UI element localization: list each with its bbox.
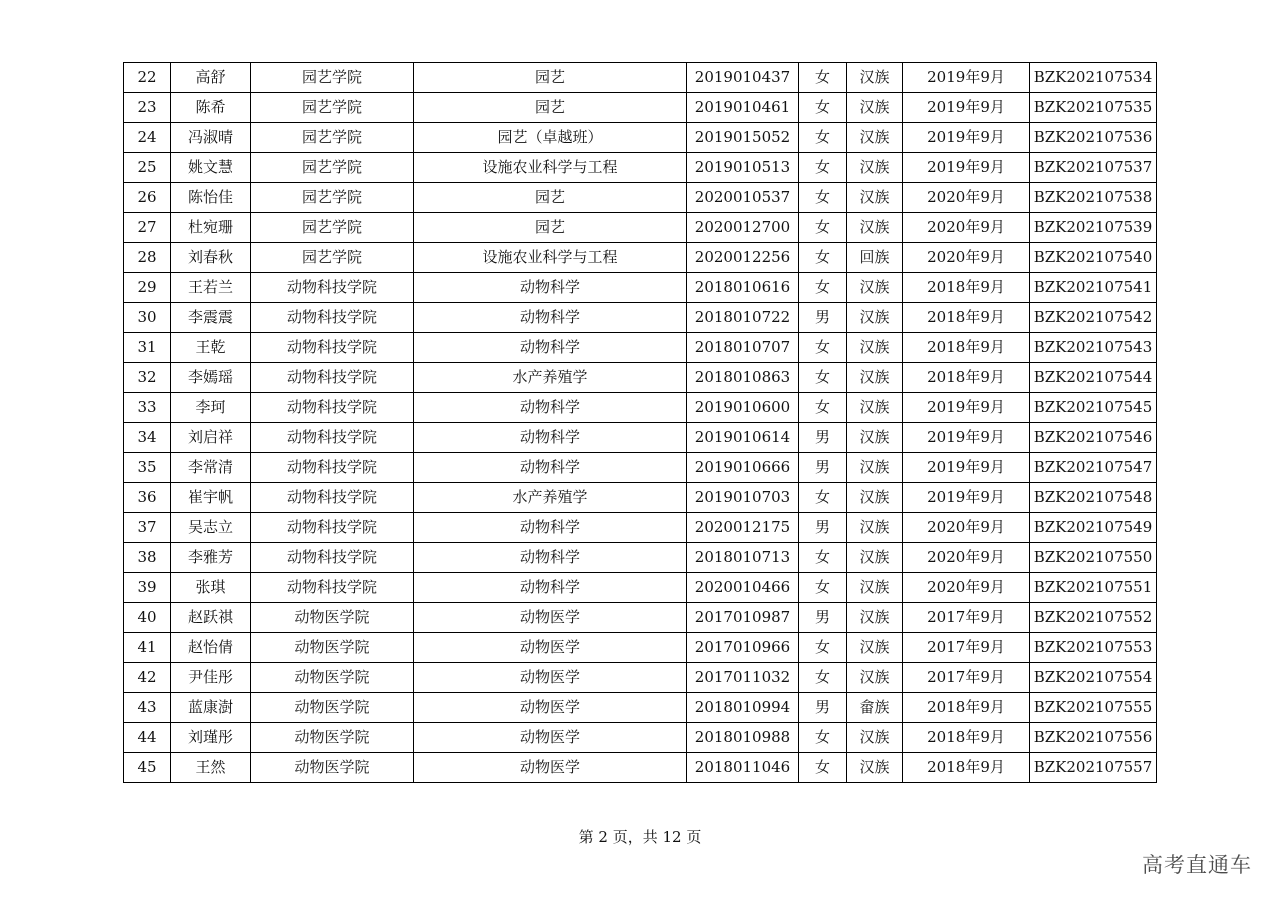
cell-ethnicity: 汉族 bbox=[847, 273, 903, 303]
cell-no: 23 bbox=[124, 93, 171, 123]
cell-ethnicity: 汉族 bbox=[847, 423, 903, 453]
cell-major: 动物科学 bbox=[414, 393, 687, 423]
cell-college: 动物科技学院 bbox=[251, 273, 414, 303]
cell-no: 36 bbox=[124, 483, 171, 513]
cell-ethnicity: 汉族 bbox=[847, 303, 903, 333]
cell-no: 28 bbox=[124, 243, 171, 273]
cell-no: 44 bbox=[124, 723, 171, 753]
cell-ethnicity: 汉族 bbox=[847, 573, 903, 603]
cell-enrollment: 2019年9月 bbox=[903, 93, 1030, 123]
cell-certificate-no: BZK202107540 bbox=[1030, 243, 1157, 273]
cell-student-id: 2019010600 bbox=[687, 393, 799, 423]
table-row bbox=[124, 693, 1157, 723]
cell-name: 杜宛珊 bbox=[171, 213, 251, 243]
cell-enrollment: 2019年9月 bbox=[903, 63, 1030, 93]
cell-college: 园艺学院 bbox=[251, 153, 414, 183]
cell-student-id: 2018010994 bbox=[687, 693, 799, 723]
table-row bbox=[124, 543, 1157, 573]
cell-no: 37 bbox=[124, 513, 171, 543]
cell-student-id: 2020012175 bbox=[687, 513, 799, 543]
cell-student-id: 2019015052 bbox=[687, 123, 799, 153]
cell-no: 34 bbox=[124, 423, 171, 453]
cell-gender: 男 bbox=[799, 513, 847, 543]
cell-name: 李珂 bbox=[171, 393, 251, 423]
cell-college: 园艺学院 bbox=[251, 213, 414, 243]
cell-no: 22 bbox=[124, 63, 171, 93]
table-row bbox=[124, 573, 1157, 603]
cell-ethnicity: 畲族 bbox=[847, 693, 903, 723]
cell-enrollment: 2020年9月 bbox=[903, 573, 1030, 603]
cell-no: 40 bbox=[124, 603, 171, 633]
watermark: 高考直通车 bbox=[1142, 853, 1252, 877]
cell-student-id: 2018010616 bbox=[687, 273, 799, 303]
cell-certificate-no: BZK202107538 bbox=[1030, 183, 1157, 213]
cell-gender: 男 bbox=[799, 303, 847, 333]
cell-no: 24 bbox=[124, 123, 171, 153]
cell-ethnicity: 汉族 bbox=[847, 723, 903, 753]
cell-name: 刘启祥 bbox=[171, 423, 251, 453]
cell-student-id: 2019010666 bbox=[687, 453, 799, 483]
cell-name: 陈怡佳 bbox=[171, 183, 251, 213]
cell-enrollment: 2018年9月 bbox=[903, 303, 1030, 333]
cell-student-id: 2018010722 bbox=[687, 303, 799, 333]
cell-no: 39 bbox=[124, 573, 171, 603]
table-row bbox=[124, 633, 1157, 663]
cell-college: 园艺学院 bbox=[251, 93, 414, 123]
cell-name: 陈希 bbox=[171, 93, 251, 123]
table-row bbox=[124, 243, 1157, 273]
cell-student-id: 2019010513 bbox=[687, 153, 799, 183]
cell-certificate-no: BZK202107552 bbox=[1030, 603, 1157, 633]
cell-ethnicity: 汉族 bbox=[847, 63, 903, 93]
cell-certificate-no: BZK202107553 bbox=[1030, 633, 1157, 663]
cell-certificate-no: BZK202107542 bbox=[1030, 303, 1157, 333]
cell-enrollment: 2018年9月 bbox=[903, 753, 1030, 783]
cell-major: 动物医学 bbox=[414, 723, 687, 753]
cell-major: 动物医学 bbox=[414, 693, 687, 723]
cell-major: 动物科学 bbox=[414, 303, 687, 333]
table-row bbox=[124, 183, 1157, 213]
table-row bbox=[124, 63, 1157, 93]
cell-college: 动物科技学院 bbox=[251, 423, 414, 453]
cell-college: 动物医学院 bbox=[251, 723, 414, 753]
cell-certificate-no: BZK202107536 bbox=[1030, 123, 1157, 153]
table-row bbox=[124, 453, 1157, 483]
cell-certificate-no: BZK202107546 bbox=[1030, 423, 1157, 453]
cell-certificate-no: BZK202107550 bbox=[1030, 543, 1157, 573]
cell-name: 李震震 bbox=[171, 303, 251, 333]
cell-no: 29 bbox=[124, 273, 171, 303]
cell-name: 张琪 bbox=[171, 573, 251, 603]
cell-name: 李常清 bbox=[171, 453, 251, 483]
cell-enrollment: 2019年9月 bbox=[903, 153, 1030, 183]
cell-gender: 女 bbox=[799, 543, 847, 573]
table-row bbox=[124, 303, 1157, 333]
cell-gender: 女 bbox=[799, 753, 847, 783]
cell-student-id: 2018011046 bbox=[687, 753, 799, 783]
table-row bbox=[124, 603, 1157, 633]
table-row bbox=[124, 333, 1157, 363]
cell-no: 33 bbox=[124, 393, 171, 423]
cell-name: 高舒 bbox=[171, 63, 251, 93]
cell-gender: 女 bbox=[799, 213, 847, 243]
cell-college: 动物医学院 bbox=[251, 663, 414, 693]
cell-enrollment: 2019年9月 bbox=[903, 483, 1030, 513]
cell-enrollment: 2020年9月 bbox=[903, 543, 1030, 573]
cell-ethnicity: 汉族 bbox=[847, 753, 903, 783]
cell-certificate-no: BZK202107545 bbox=[1030, 393, 1157, 423]
cell-name: 蓝康澍 bbox=[171, 693, 251, 723]
table-row bbox=[124, 513, 1157, 543]
cell-no: 30 bbox=[124, 303, 171, 333]
cell-ethnicity: 汉族 bbox=[847, 333, 903, 363]
cell-name: 赵跃祺 bbox=[171, 603, 251, 633]
cell-college: 动物医学院 bbox=[251, 753, 414, 783]
cell-enrollment: 2020年9月 bbox=[903, 213, 1030, 243]
cell-certificate-no: BZK202107544 bbox=[1030, 363, 1157, 393]
cell-enrollment: 2018年9月 bbox=[903, 333, 1030, 363]
cell-certificate-no: BZK202107548 bbox=[1030, 483, 1157, 513]
cell-major: 设施农业科学与工程 bbox=[414, 243, 687, 273]
cell-college: 动物医学院 bbox=[251, 633, 414, 663]
table-row bbox=[124, 93, 1157, 123]
cell-no: 45 bbox=[124, 753, 171, 783]
table-row bbox=[124, 153, 1157, 183]
cell-gender: 女 bbox=[799, 93, 847, 123]
cell-enrollment: 2018年9月 bbox=[903, 723, 1030, 753]
table-row bbox=[124, 423, 1157, 453]
cell-certificate-no: BZK202107534 bbox=[1030, 63, 1157, 93]
cell-gender: 男 bbox=[799, 423, 847, 453]
cell-ethnicity: 汉族 bbox=[847, 363, 903, 393]
cell-major: 园艺 bbox=[414, 213, 687, 243]
table-row bbox=[124, 393, 1157, 423]
cell-enrollment: 2019年9月 bbox=[903, 453, 1030, 483]
cell-name: 王然 bbox=[171, 753, 251, 783]
cell-gender: 女 bbox=[799, 573, 847, 603]
cell-gender: 女 bbox=[799, 333, 847, 363]
cell-ethnicity: 回族 bbox=[847, 243, 903, 273]
cell-ethnicity: 汉族 bbox=[847, 93, 903, 123]
cell-major: 动物科学 bbox=[414, 423, 687, 453]
cell-gender: 女 bbox=[799, 183, 847, 213]
cell-certificate-no: BZK202107537 bbox=[1030, 153, 1157, 183]
cell-major: 动物科学 bbox=[414, 273, 687, 303]
cell-no: 26 bbox=[124, 183, 171, 213]
cell-college: 动物科技学院 bbox=[251, 483, 414, 513]
cell-name: 赵怡倩 bbox=[171, 633, 251, 663]
cell-no: 25 bbox=[124, 153, 171, 183]
cell-student-id: 2020012700 bbox=[687, 213, 799, 243]
page-footer: 第 2 页，共 12 页 bbox=[578, 828, 702, 846]
cell-student-id: 2019010703 bbox=[687, 483, 799, 513]
cell-major: 水产养殖学 bbox=[414, 483, 687, 513]
table-row bbox=[124, 753, 1157, 783]
cell-major: 园艺 bbox=[414, 183, 687, 213]
cell-major: 动物科学 bbox=[414, 543, 687, 573]
cell-gender: 女 bbox=[799, 393, 847, 423]
cell-major: 动物医学 bbox=[414, 663, 687, 693]
cell-college: 园艺学院 bbox=[251, 183, 414, 213]
cell-enrollment: 2018年9月 bbox=[903, 693, 1030, 723]
cell-student-id: 2017010987 bbox=[687, 603, 799, 633]
table-row bbox=[124, 483, 1157, 513]
cell-enrollment: 2019年9月 bbox=[903, 393, 1030, 423]
cell-no: 38 bbox=[124, 543, 171, 573]
cell-name: 王乾 bbox=[171, 333, 251, 363]
cell-student-id: 2018010707 bbox=[687, 333, 799, 363]
cell-enrollment: 2017年9月 bbox=[903, 663, 1030, 693]
student-roster-table bbox=[123, 62, 1157, 783]
cell-no: 35 bbox=[124, 453, 171, 483]
cell-name: 刘瑾彤 bbox=[171, 723, 251, 753]
cell-name: 姚文慧 bbox=[171, 153, 251, 183]
cell-no: 43 bbox=[124, 693, 171, 723]
cell-gender: 女 bbox=[799, 273, 847, 303]
cell-gender: 女 bbox=[799, 63, 847, 93]
cell-certificate-no: BZK202107549 bbox=[1030, 513, 1157, 543]
cell-certificate-no: BZK202107557 bbox=[1030, 753, 1157, 783]
cell-college: 园艺学院 bbox=[251, 243, 414, 273]
cell-major: 动物科学 bbox=[414, 573, 687, 603]
cell-no: 32 bbox=[124, 363, 171, 393]
cell-major: 园艺（卓越班） bbox=[414, 123, 687, 153]
cell-name: 尹佳彤 bbox=[171, 663, 251, 693]
cell-major: 动物科学 bbox=[414, 513, 687, 543]
cell-gender: 男 bbox=[799, 603, 847, 633]
cell-college: 动物医学院 bbox=[251, 603, 414, 633]
table-row bbox=[124, 363, 1157, 393]
table-row bbox=[124, 213, 1157, 243]
cell-no: 31 bbox=[124, 333, 171, 363]
cell-ethnicity: 汉族 bbox=[847, 453, 903, 483]
cell-ethnicity: 汉族 bbox=[847, 633, 903, 663]
cell-college: 动物科技学院 bbox=[251, 543, 414, 573]
cell-ethnicity: 汉族 bbox=[847, 663, 903, 693]
cell-student-id: 2018010863 bbox=[687, 363, 799, 393]
cell-college: 园艺学院 bbox=[251, 63, 414, 93]
cell-college: 动物科技学院 bbox=[251, 453, 414, 483]
cell-name: 吴志立 bbox=[171, 513, 251, 543]
cell-college: 动物科技学院 bbox=[251, 513, 414, 543]
cell-college: 动物科技学院 bbox=[251, 393, 414, 423]
cell-student-id: 2019010461 bbox=[687, 93, 799, 123]
cell-gender: 女 bbox=[799, 363, 847, 393]
table-row bbox=[124, 123, 1157, 153]
roster-table-body bbox=[124, 63, 1157, 783]
cell-student-id: 2018010988 bbox=[687, 723, 799, 753]
cell-student-id: 2020012256 bbox=[687, 243, 799, 273]
cell-ethnicity: 汉族 bbox=[847, 603, 903, 633]
cell-certificate-no: BZK202107554 bbox=[1030, 663, 1157, 693]
cell-no: 42 bbox=[124, 663, 171, 693]
cell-enrollment: 2017年9月 bbox=[903, 633, 1030, 663]
cell-gender: 女 bbox=[799, 123, 847, 153]
cell-gender: 女 bbox=[799, 633, 847, 663]
table-row bbox=[124, 273, 1157, 303]
table-row bbox=[124, 663, 1157, 693]
cell-gender: 男 bbox=[799, 453, 847, 483]
cell-enrollment: 2019年9月 bbox=[903, 123, 1030, 153]
cell-ethnicity: 汉族 bbox=[847, 183, 903, 213]
cell-ethnicity: 汉族 bbox=[847, 393, 903, 423]
cell-ethnicity: 汉族 bbox=[847, 543, 903, 573]
cell-major: 园艺 bbox=[414, 93, 687, 123]
cell-enrollment: 2019年9月 bbox=[903, 423, 1030, 453]
cell-enrollment: 2017年9月 bbox=[903, 603, 1030, 633]
cell-student-id: 2019010614 bbox=[687, 423, 799, 453]
cell-student-id: 2018010713 bbox=[687, 543, 799, 573]
cell-major: 动物医学 bbox=[414, 633, 687, 663]
cell-enrollment: 2020年9月 bbox=[903, 243, 1030, 273]
cell-college: 动物科技学院 bbox=[251, 333, 414, 363]
cell-name: 王若兰 bbox=[171, 273, 251, 303]
cell-ethnicity: 汉族 bbox=[847, 213, 903, 243]
cell-enrollment: 2018年9月 bbox=[903, 363, 1030, 393]
cell-gender: 女 bbox=[799, 483, 847, 513]
cell-college: 动物科技学院 bbox=[251, 303, 414, 333]
cell-college: 动物科技学院 bbox=[251, 573, 414, 603]
cell-student-id: 2020010466 bbox=[687, 573, 799, 603]
cell-no: 41 bbox=[124, 633, 171, 663]
cell-major: 动物医学 bbox=[414, 753, 687, 783]
cell-ethnicity: 汉族 bbox=[847, 513, 903, 543]
cell-major: 动物医学 bbox=[414, 603, 687, 633]
cell-college: 园艺学院 bbox=[251, 123, 414, 153]
cell-gender: 女 bbox=[799, 663, 847, 693]
cell-major: 水产养殖学 bbox=[414, 363, 687, 393]
cell-gender: 女 bbox=[799, 243, 847, 273]
cell-major: 园艺 bbox=[414, 63, 687, 93]
cell-ethnicity: 汉族 bbox=[847, 153, 903, 183]
cell-certificate-no: BZK202107543 bbox=[1030, 333, 1157, 363]
cell-no: 27 bbox=[124, 213, 171, 243]
table-row bbox=[124, 723, 1157, 753]
cell-college: 动物医学院 bbox=[251, 693, 414, 723]
cell-student-id: 2020010537 bbox=[687, 183, 799, 213]
cell-enrollment: 2020年9月 bbox=[903, 513, 1030, 543]
cell-ethnicity: 汉族 bbox=[847, 123, 903, 153]
cell-enrollment: 2020年9月 bbox=[903, 183, 1030, 213]
cell-certificate-no: BZK202107541 bbox=[1030, 273, 1157, 303]
cell-student-id: 2017011032 bbox=[687, 663, 799, 693]
cell-certificate-no: BZK202107556 bbox=[1030, 723, 1157, 753]
cell-name: 冯淑晴 bbox=[171, 123, 251, 153]
cell-student-id: 2019010437 bbox=[687, 63, 799, 93]
cell-gender: 男 bbox=[799, 693, 847, 723]
cell-name: 崔宇帆 bbox=[171, 483, 251, 513]
cell-ethnicity: 汉族 bbox=[847, 483, 903, 513]
cell-name: 李嫣瑶 bbox=[171, 363, 251, 393]
cell-enrollment: 2018年9月 bbox=[903, 273, 1030, 303]
cell-certificate-no: BZK202107555 bbox=[1030, 693, 1157, 723]
cell-gender: 女 bbox=[799, 723, 847, 753]
cell-major: 动物科学 bbox=[414, 453, 687, 483]
cell-certificate-no: BZK202107539 bbox=[1030, 213, 1157, 243]
cell-college: 动物科技学院 bbox=[251, 363, 414, 393]
cell-major: 动物科学 bbox=[414, 333, 687, 363]
cell-certificate-no: BZK202107551 bbox=[1030, 573, 1157, 603]
cell-name: 刘春秋 bbox=[171, 243, 251, 273]
cell-certificate-no: BZK202107547 bbox=[1030, 453, 1157, 483]
cell-major: 设施农业科学与工程 bbox=[414, 153, 687, 183]
cell-name: 李雅芳 bbox=[171, 543, 251, 573]
cell-certificate-no: BZK202107535 bbox=[1030, 93, 1157, 123]
cell-gender: 女 bbox=[799, 153, 847, 183]
cell-student-id: 2017010966 bbox=[687, 633, 799, 663]
